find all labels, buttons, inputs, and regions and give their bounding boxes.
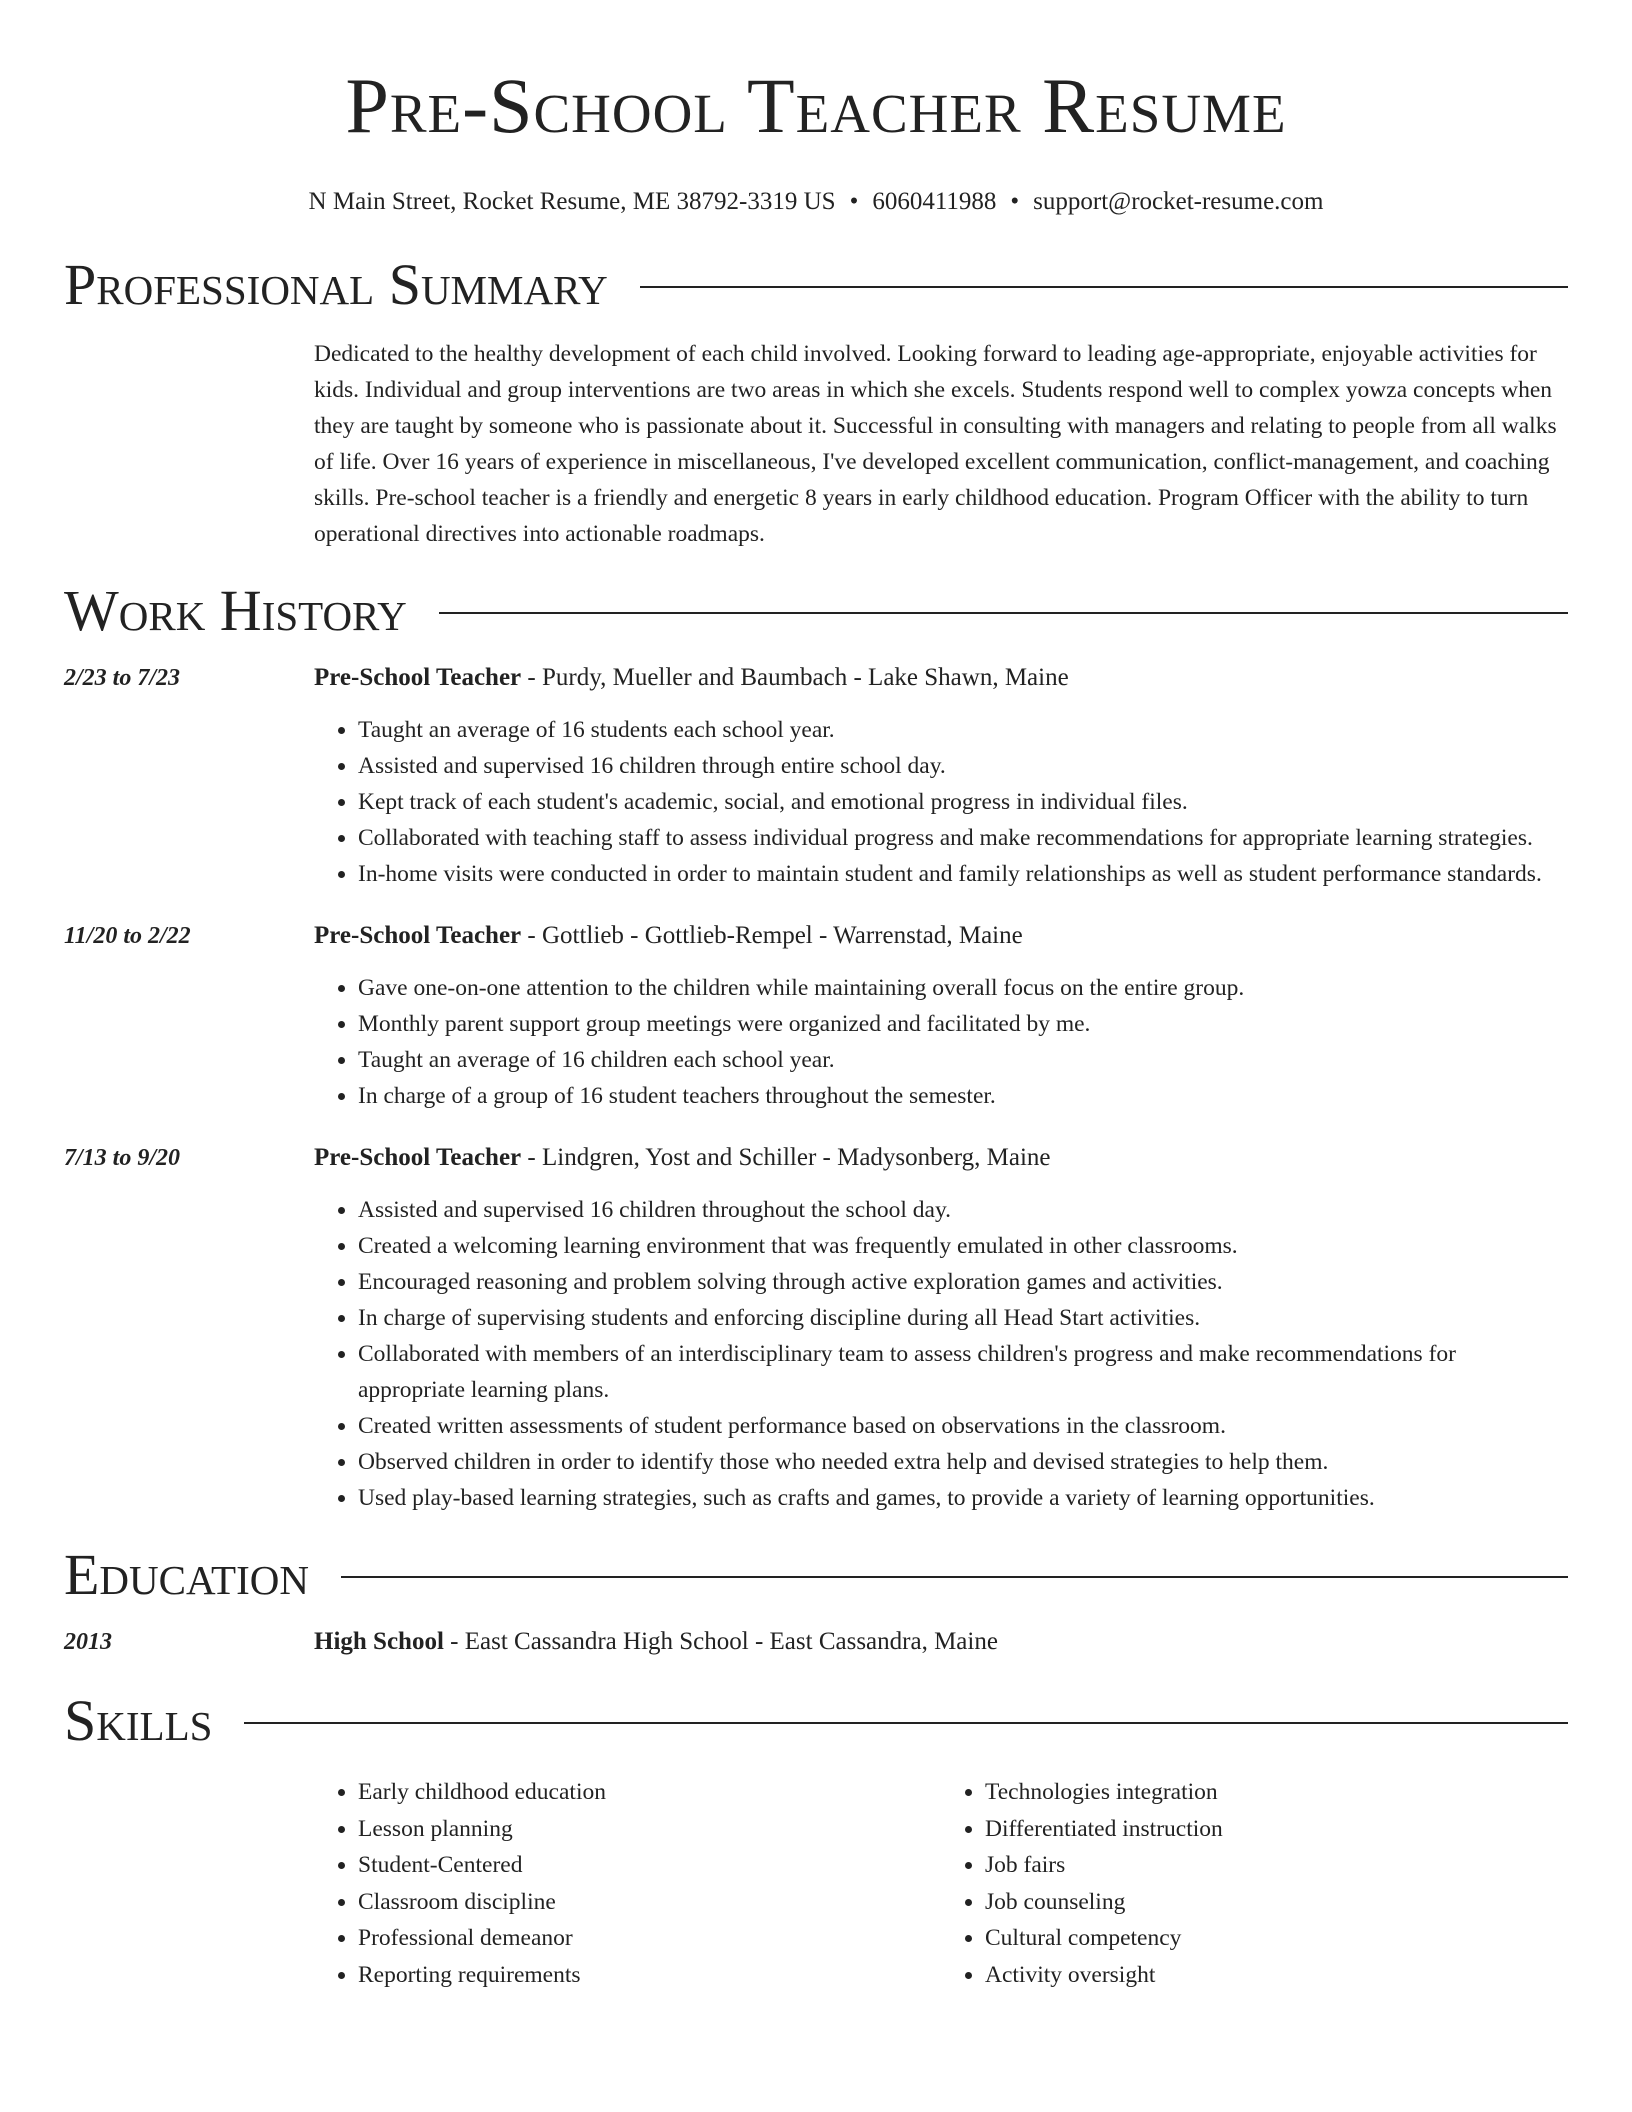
education-entry [64, 1624, 1568, 1660]
section-work-heading [64, 576, 1568, 646]
job-heading [314, 1140, 1568, 1176]
education-body [314, 1624, 1568, 1660]
section-title: Work History [64, 578, 407, 643]
page-title: Pre-School Teacher Resume [345, 62, 1287, 149]
skill-item: • Differentiated instruction [985, 1811, 1568, 1848]
job-title: Pre-School Teacher [314, 664, 522, 691]
job-details: - Lindgren, Yost and Schiller - Madysonberg, Maine [521, 1144, 1051, 1171]
list-item: • Collaborated with members of an interdisciplinary team to assess children's progress and make recommendations for appropriate learning plans. [358, 1336, 1568, 1408]
list-item: • Collaborated with teaching staff to assess individual progress and make recommendations for appropriate learning strategies. [358, 820, 1568, 856]
separator: • [1010, 188, 1020, 215]
job-dates: 7/13 to 9/20 [64, 1145, 181, 1171]
education-year: 2013 [64, 1629, 112, 1655]
education-details: - East Cassandra High School - East Cassandra, Maine [443, 1628, 998, 1655]
skill-item: • Classroom discipline [358, 1884, 941, 1921]
list-item: • Assisted and supervised 16 children through entire school day. [358, 748, 1568, 784]
skill-item: • Cultural competency [985, 1920, 1568, 1957]
skill-item: • Technologies integration [985, 1774, 1568, 1811]
skill-item: • Professional demeanor [358, 1920, 941, 1957]
job-dates: 11/20 to 2/22 [64, 923, 191, 949]
job-details: - Gottlieb - Gottlieb-Rempel - Warrenstad, Maine [521, 922, 1023, 949]
job-bullets [314, 712, 1568, 892]
list-item: • Gave one-on-one attention to the children while maintaining overall focus on the entire group. [358, 970, 1568, 1006]
section-summary-heading [64, 250, 1568, 320]
list-item: • Encouraged reasoning and problem solving through active exploration games and activities. [358, 1264, 1568, 1300]
section-education-heading [64, 1540, 1568, 1610]
section-rule [439, 612, 1568, 614]
separator: • [849, 188, 859, 215]
job-entry [64, 918, 1568, 1114]
list-item: • In charge of a group of 16 student teachers throughout the semester. [358, 1078, 1568, 1114]
list-item: • Monthly parent support group meetings were organized and facilitated by me. [358, 1006, 1568, 1042]
skill-item: • Reporting requirements [358, 1957, 941, 1994]
section-title: Skills [64, 1688, 213, 1753]
skill-item: • Activity oversight [985, 1957, 1568, 1994]
section-rule [341, 1576, 1568, 1578]
skill-item: • Job counseling [985, 1884, 1568, 1921]
job-bullets [314, 1192, 1568, 1516]
list-item: • In-home visits were conducted in order to maintain student and family relationships as well as student performance standards. [358, 856, 1568, 892]
list-item: • Assisted and supervised 16 children throughout the school day. [358, 1192, 1568, 1228]
section-skills-heading [64, 1686, 1568, 1756]
job-details: - Purdy, Mueller and Baumbach - Lake Shawn, Maine [521, 664, 1069, 691]
skill-item: • Student-Centered [358, 1847, 941, 1884]
job-body [314, 918, 1568, 1114]
list-item: • Taught an average of 16 children each school year. [358, 1042, 1568, 1078]
job-bullets [314, 970, 1568, 1114]
skill-item: • Job fairs [985, 1847, 1568, 1884]
education-degree: High School [314, 1628, 444, 1655]
list-item: • Created a welcoming learning environment that was frequently emulated in other classrooms. [358, 1228, 1568, 1264]
list-item: • Observed children in order to identify those who needed extra help and devised strategies to help them. [358, 1444, 1568, 1480]
job-body [314, 660, 1568, 892]
contact-line [64, 186, 1568, 218]
skills-column-left [314, 1774, 941, 1993]
section-rule [640, 286, 1568, 288]
summary-text: Dedicated to the healthy development of each child involved. Looking forward to leading age-appropriate, enjoyable activities for kids. Individual and group interventions are two areas in which she excels. Students respond well to complex yowza concepts when they are taught by someone who is passionate about it. Successful in consulting with managers and relating to people from all walks of life. Over 16 years of experience in miscellaneous, I've developed excellent communication, conflict-management, and coaching skills. Pre-school teacher is a friendly and energetic 8 years in early childhood education. Program Officer with the ability to turn operational directives into actionable roadmaps. [314, 341, 1557, 547]
job-heading [314, 918, 1568, 954]
skills-list [314, 1774, 1568, 1993]
job-body [314, 1140, 1568, 1516]
job-title: Pre-School Teacher [314, 922, 522, 949]
phone: 6060411988 [872, 188, 997, 215]
list-item: • Created written assessments of student performance based on observations in the classroom. [358, 1408, 1568, 1444]
job-heading [314, 660, 1568, 696]
skill-item: • Lesson planning [358, 1811, 941, 1848]
job-title: Pre-School Teacher [314, 1144, 522, 1171]
address: N Main Street, Rocket Resume, ME 38792-3319 US [308, 188, 836, 215]
section-rule [244, 1722, 1568, 1724]
job-entry [64, 660, 1568, 892]
list-item: • Used play-based learning strategies, such as crafts and games, to provide a variety of learning opportunities. [358, 1480, 1568, 1516]
list-item: • In charge of supervising students and enforcing discipline during all Head Start activities. [358, 1300, 1568, 1336]
skills-column-right [941, 1774, 1568, 1993]
email: support@rocket-resume.com [1033, 188, 1324, 215]
skill-item: • Early childhood education [358, 1774, 941, 1811]
job-entry [64, 1140, 1568, 1516]
list-item: • Kept track of each student's academic, social, and emotional progress in individual files. [358, 784, 1568, 820]
job-dates: 2/23 to 7/23 [64, 665, 181, 691]
education-heading [314, 1624, 1568, 1660]
section-title: Education [64, 1542, 309, 1607]
section-title: Professional Summary [64, 252, 608, 317]
list-item: • Taught an average of 16 students each school year. [358, 712, 1568, 748]
